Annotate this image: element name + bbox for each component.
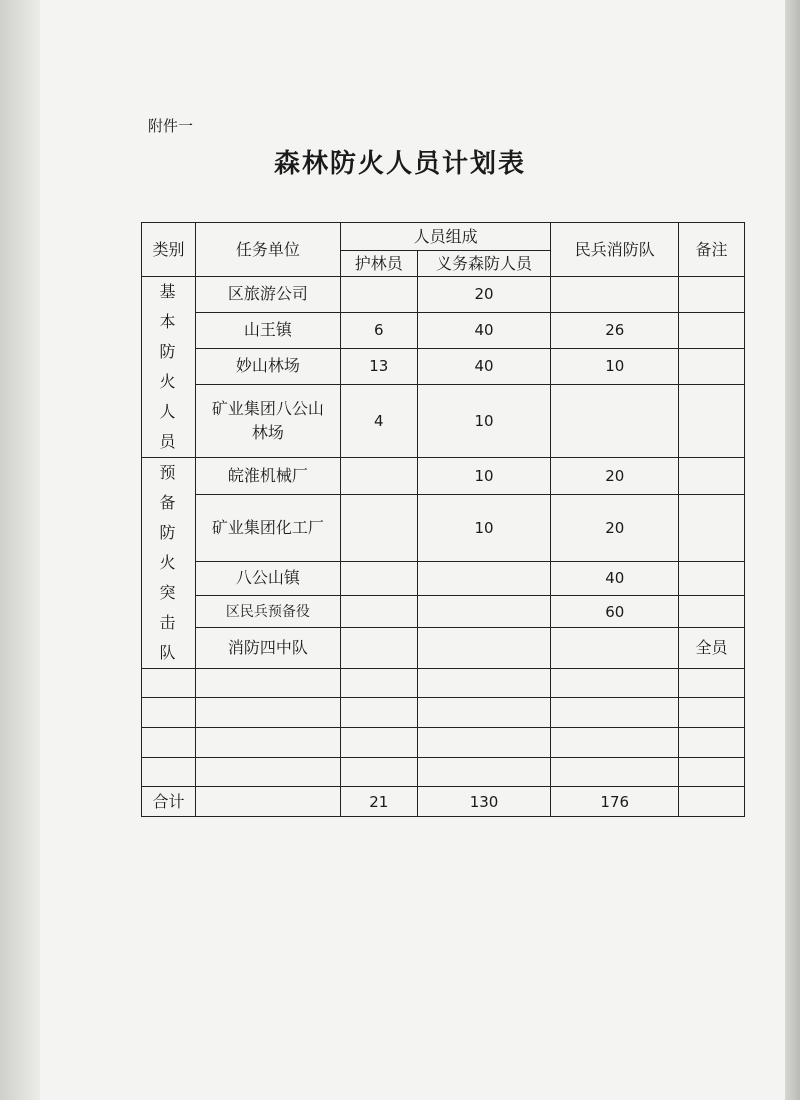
- cell-empty: [551, 728, 679, 758]
- table-row: [142, 348, 745, 384]
- cell-empty: [417, 698, 551, 728]
- cell-empty: [679, 728, 745, 758]
- header-volunteers: 义务森防人员: [417, 251, 551, 277]
- cell-remarks: [679, 495, 745, 562]
- cell-militia: 26: [551, 312, 679, 348]
- cell-empty: [679, 758, 745, 787]
- total-row: [142, 787, 745, 817]
- cell-volunteers: 40: [417, 312, 551, 348]
- cell-unit: 消防四中队: [195, 628, 340, 669]
- table-row-empty: [142, 698, 745, 728]
- cell-empty: [417, 758, 551, 787]
- cell-empty: [195, 698, 340, 728]
- table-row: [142, 561, 745, 596]
- cell-empty: [417, 669, 551, 698]
- table-row: [142, 628, 745, 669]
- cell-remarks: [679, 561, 745, 596]
- header-composition: 人员组成: [340, 223, 551, 251]
- cell-unit: 皖淮机械厂: [195, 458, 340, 495]
- cell-militia: 10: [551, 348, 679, 384]
- table-row: [142, 495, 745, 562]
- cell-volunteers: [417, 628, 551, 669]
- personnel-table: [141, 222, 745, 817]
- cell-remarks: [679, 596, 745, 628]
- cell-volunteers: 40: [417, 348, 551, 384]
- total-remarks: [679, 787, 745, 817]
- total-militia: 176: [551, 787, 679, 817]
- table-row-empty: [142, 728, 745, 758]
- header-militia: 民兵消防队: [551, 223, 679, 277]
- cell-militia: [551, 384, 679, 457]
- cell-volunteers: [417, 561, 551, 596]
- category-basic: [142, 277, 196, 458]
- cell-rangers: [340, 561, 417, 596]
- cell-empty: [417, 728, 551, 758]
- table-row-empty: [142, 669, 745, 698]
- cell-rangers: 4: [340, 384, 417, 457]
- table-row: [142, 384, 745, 457]
- cell-rangers: 6: [340, 312, 417, 348]
- cell-empty: [195, 669, 340, 698]
- cell-militia: 20: [551, 495, 679, 562]
- cell-remarks: [679, 312, 745, 348]
- cell-empty: [340, 728, 417, 758]
- cell-unit: 妙山林场: [195, 348, 340, 384]
- cell-rangers: [340, 596, 417, 628]
- table-row: [142, 277, 745, 313]
- cell-unit: [195, 495, 340, 562]
- total-label: 合计: [142, 787, 196, 817]
- page-title: 森林防火人员计划表: [273, 149, 526, 179]
- cell-empty: [551, 669, 679, 698]
- cell-militia: 20: [551, 458, 679, 495]
- cell-militia: 40: [551, 561, 679, 596]
- cell-rangers: [340, 495, 417, 562]
- cell-volunteers: 10: [417, 384, 551, 457]
- cell-volunteers: [417, 596, 551, 628]
- cell-rangers: 13: [340, 348, 417, 384]
- cell-remarks: 全员: [679, 628, 745, 669]
- category-reserve: [142, 458, 196, 669]
- cell-militia: [551, 628, 679, 669]
- cell-empty: [679, 698, 745, 728]
- cell-unit: 山王镇: [195, 312, 340, 348]
- cell-militia: 60: [551, 596, 679, 628]
- cell-rangers: [340, 628, 417, 669]
- cell-rangers: [340, 458, 417, 495]
- header-remarks: 备注: [679, 223, 745, 277]
- cell-volunteers: 10: [417, 458, 551, 495]
- cell-empty: [195, 728, 340, 758]
- table-row: [142, 312, 745, 348]
- cell-empty: [142, 728, 196, 758]
- category-reserve-label: 预备防火突击队: [159, 463, 178, 662]
- total-rangers: 21: [340, 787, 417, 817]
- cell-empty: [551, 698, 679, 728]
- cell-unit-text: 矿业集团化工厂: [211, 517, 324, 537]
- cell-unit: 区民兵预备役: [195, 596, 340, 628]
- cell-remarks: [679, 384, 745, 457]
- cell-unit-text: 矿业集团八公山林场: [211, 398, 324, 442]
- header-unit: 任务单位: [195, 223, 340, 277]
- cell-volunteers: 10: [417, 495, 551, 562]
- total-unit: [195, 787, 340, 817]
- cell-unit: [195, 384, 340, 457]
- total-volunteers: 130: [417, 787, 551, 817]
- cell-empty: [340, 758, 417, 787]
- cell-militia: [551, 277, 679, 313]
- cell-empty: [142, 698, 196, 728]
- cell-empty: [679, 669, 745, 698]
- cell-remarks: [679, 348, 745, 384]
- cell-remarks: [679, 277, 745, 313]
- cell-empty: [551, 758, 679, 787]
- cell-empty: [142, 758, 196, 787]
- cell-empty: [195, 758, 340, 787]
- attachment-label: 附件一: [148, 117, 194, 135]
- cell-unit: 八公山镇: [195, 561, 340, 596]
- table-row-empty: [142, 758, 745, 787]
- category-basic-label: 基本防火人员: [159, 282, 178, 451]
- cell-rangers: [340, 277, 417, 313]
- table-row: [142, 596, 745, 628]
- cell-empty: [340, 669, 417, 698]
- cell-empty: [340, 698, 417, 728]
- cell-volunteers: 20: [417, 277, 551, 313]
- cell-unit: 区旅游公司: [195, 277, 340, 313]
- cell-remarks: [679, 458, 745, 495]
- cell-empty: [142, 669, 196, 698]
- header-category: 类别: [142, 223, 196, 277]
- table-row: [142, 458, 745, 495]
- header-forest-rangers: 护林员: [340, 251, 417, 277]
